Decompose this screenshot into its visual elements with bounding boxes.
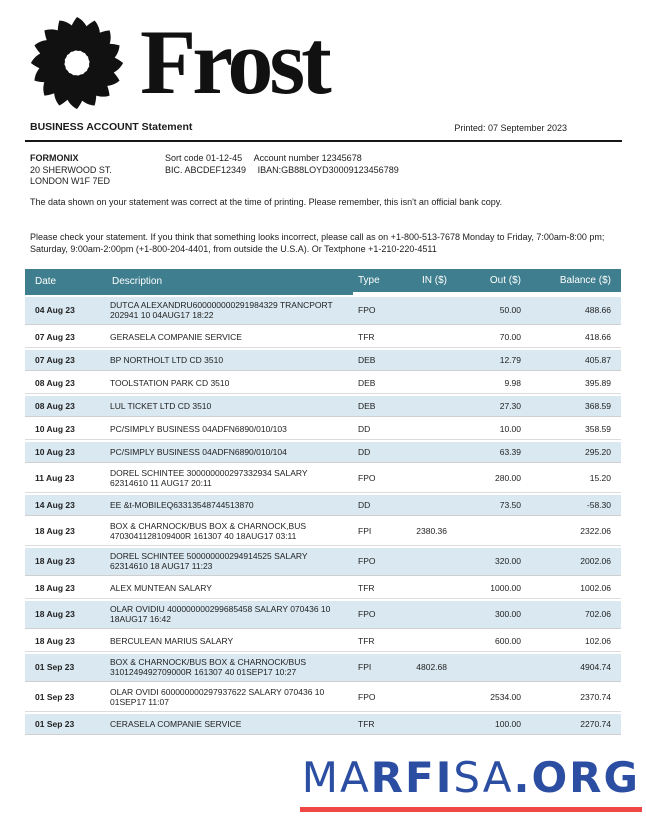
transaction-date: 18 Aug 23 — [25, 631, 110, 652]
account-holder-name: FORMONIX — [30, 153, 79, 163]
transaction-balance: 1002.06 — [522, 578, 621, 599]
account-info-section — [30, 153, 621, 188]
sort-code-value: 01-12-45 — [206, 153, 243, 163]
transaction-description: PC/SIMPLY BUSINESS 04ADFN6890/010/103 — [110, 419, 353, 440]
transactions-table — [25, 267, 621, 737]
transaction-type: TFR — [353, 631, 409, 652]
sort-code-label: Sort code — [165, 153, 204, 163]
transaction-date: 07 Aug 23 — [25, 350, 110, 371]
bic-label: BIC. — [165, 164, 183, 175]
transaction-description: OLAR OVIDI 600000000297937622 SALARY 070436 10 01SEP17 11:07 — [110, 684, 353, 712]
transaction-type: DEB — [353, 396, 409, 417]
transaction-type: FPO — [353, 601, 409, 629]
transaction-row — [25, 578, 621, 599]
transaction-row — [25, 373, 621, 394]
transaction-balance: 405.87 — [522, 350, 621, 371]
transaction-type: FPI — [353, 518, 409, 546]
statement-title: BUSINESS ACCOUNT Statement — [30, 121, 193, 133]
transaction-in-amount — [409, 327, 449, 348]
transaction-out-amount: 10.00 — [449, 419, 522, 440]
transaction-out-amount — [449, 654, 522, 682]
transaction-balance: 702.06 — [522, 601, 621, 629]
transaction-in-amount — [409, 495, 449, 516]
transaction-description: TOOLSTATION PARK CD 3510 — [110, 373, 353, 394]
transaction-row — [25, 601, 621, 629]
transaction-date: 08 Aug 23 — [25, 373, 110, 394]
transaction-type: FPO — [353, 465, 409, 493]
transaction-type: TFR — [353, 578, 409, 599]
transaction-in-amount: 2380.36 — [409, 518, 449, 546]
transaction-balance: 418.66 — [522, 327, 621, 348]
transaction-balance: 15.20 — [522, 465, 621, 493]
account-number-label: Account number — [253, 153, 320, 163]
column-header-out: Out ($) — [449, 269, 522, 295]
iban-label: IBAN: — [257, 164, 282, 175]
transaction-row — [25, 684, 621, 712]
transactions-header — [25, 269, 621, 295]
transaction-type: TFR — [353, 327, 409, 348]
transaction-date: 01 Sep 23 — [25, 654, 110, 682]
transaction-row — [25, 518, 621, 546]
transaction-date: 01 Sep 23 — [25, 684, 110, 712]
transaction-balance: 2370.74 — [522, 684, 621, 712]
brand-wordmark: Frost — [140, 11, 328, 114]
marfisa-segment-4: .ORG — [513, 753, 640, 802]
marfisa-segment-1: MA — [301, 753, 371, 802]
transaction-out-amount: 12.79 — [449, 350, 522, 371]
transactions-body — [25, 297, 621, 735]
transaction-description: DOREL SCHINTEE 500000000294914525 SALARY 62314610 18 AUG17 11:23 — [110, 548, 353, 576]
transaction-balance: 2270.74 — [522, 714, 621, 735]
transaction-in-amount: 4802.68 — [409, 654, 449, 682]
transaction-description: DOREL SCHINTEE 300000000297332934 SALARY 62314610 11 AUG17 20:11 — [110, 465, 353, 493]
frost-pinwheel-icon — [28, 14, 126, 112]
transaction-type: DD — [353, 495, 409, 516]
transaction-date: 01 Sep 23 — [25, 714, 110, 735]
address-line-1: 20 SHERWOOD ST. — [30, 164, 112, 175]
transaction-type: FPI — [353, 654, 409, 682]
transaction-description: ALEX MUNTEAN SALARY — [110, 578, 353, 599]
transaction-out-amount: 320.00 — [449, 548, 522, 576]
transaction-description: LUL TICKET LTD CD 3510 — [110, 396, 353, 417]
transaction-date: 18 Aug 23 — [25, 518, 110, 546]
marfisa-site-logo — [300, 753, 642, 812]
transaction-out-amount: 50.00 — [449, 297, 522, 325]
transaction-date: 11 Aug 23 — [25, 465, 110, 493]
transaction-in-amount — [409, 442, 449, 463]
transaction-balance: 368.59 — [522, 396, 621, 417]
transaction-in-amount — [409, 548, 449, 576]
transaction-row — [25, 654, 621, 682]
transaction-date: 14 Aug 23 — [25, 495, 110, 516]
transaction-balance: 488.66 — [522, 297, 621, 325]
statement-title-row — [25, 121, 622, 142]
transaction-row — [25, 327, 621, 348]
transaction-description: PC/SIMPLY BUSINESS 04ADFN6890/010/104 — [110, 442, 353, 463]
account-details — [165, 153, 399, 188]
account-details-line-2 — [165, 165, 399, 177]
marfisa-segment-3: SA — [453, 753, 514, 802]
account-holder-address — [30, 153, 165, 188]
column-header-type: Type — [353, 269, 409, 295]
transaction-description: OLAR OVIDIU 400000000299685458 SALARY 070436 10 18AUG17 16:42 — [110, 601, 353, 629]
marfisa-segment-2: RFI — [370, 753, 454, 802]
transaction-out-amount: 300.00 — [449, 601, 522, 629]
transaction-row — [25, 548, 621, 576]
accuracy-notice: The data shown on your statement was correct at the time of printing. Please remember, this isn't an official bank copy. — [30, 196, 503, 207]
transaction-description: BP NORTHOLT LTD CD 3510 — [110, 350, 353, 371]
transaction-out-amount: 100.00 — [449, 714, 522, 735]
transaction-in-amount — [409, 601, 449, 629]
transaction-type: FPO — [353, 297, 409, 325]
transaction-in-amount — [409, 465, 449, 493]
transaction-in-amount — [409, 684, 449, 712]
column-header-balance: Balance ($) — [522, 269, 621, 295]
transaction-out-amount: 70.00 — [449, 327, 522, 348]
transaction-row — [25, 297, 621, 325]
transaction-out-amount: 1000.00 — [449, 578, 522, 599]
transaction-out-amount: 63.39 — [449, 442, 522, 463]
transaction-row — [25, 442, 621, 463]
printed-date: Printed: 07 September 2023 — [454, 123, 567, 133]
transaction-description: EE &t-MOBILEQ63313548744513870 — [110, 495, 353, 516]
column-header-in: IN ($) — [409, 269, 449, 295]
transaction-out-amount: 9.98 — [449, 373, 522, 394]
transaction-date: 08 Aug 23 — [25, 396, 110, 417]
transaction-in-amount — [409, 714, 449, 735]
transaction-row — [25, 495, 621, 516]
column-header-description: Description — [110, 269, 353, 295]
transaction-balance: 4904.74 — [522, 654, 621, 682]
transaction-balance: -58.30 — [522, 495, 621, 516]
transaction-balance: 2002.06 — [522, 548, 621, 576]
transaction-type: FPO — [353, 548, 409, 576]
transaction-description: BOX & CHARNOCK/BUS BOX & CHARNOCK/BUS 3101249492709000R 161307 40 01SEP17 10:27 — [110, 654, 353, 682]
transaction-type: FPO — [353, 684, 409, 712]
transaction-row — [25, 631, 621, 652]
transaction-row — [25, 350, 621, 371]
transaction-type: TFR — [353, 714, 409, 735]
transaction-date: 10 Aug 23 — [25, 442, 110, 463]
transaction-description: DUTCA ALEXANDRU600000000291984329 TRANCPORT 202941 10 04AUG17 18:22 — [110, 297, 353, 325]
transaction-description: CERASELA COMPANIE SERVICE — [110, 714, 353, 735]
transaction-out-amount: 600.00 — [449, 631, 522, 652]
transaction-date: 04 Aug 23 — [25, 297, 110, 325]
transaction-in-amount — [409, 578, 449, 599]
transaction-balance: 358.59 — [522, 419, 621, 440]
transaction-date: 18 Aug 23 — [25, 548, 110, 576]
account-number-value: 12345678 — [321, 153, 362, 163]
transaction-in-amount — [409, 396, 449, 417]
transaction-out-amount — [449, 518, 522, 546]
column-header-date: Date — [25, 269, 110, 295]
transaction-row — [25, 714, 621, 735]
transaction-type: DEB — [353, 373, 409, 394]
transaction-in-amount — [409, 297, 449, 325]
transaction-date: 10 Aug 23 — [25, 419, 110, 440]
transaction-in-amount — [409, 350, 449, 371]
marfisa-wordmark — [300, 753, 642, 812]
transaction-balance: 102.06 — [522, 631, 621, 652]
transaction-date: 18 Aug 23 — [25, 578, 110, 599]
transaction-out-amount: 73.50 — [449, 495, 522, 516]
transaction-description: BERCULEAN MARIUS SALARY — [110, 631, 353, 652]
brand-header — [0, 0, 646, 113]
transaction-row — [25, 419, 621, 440]
transaction-description: GERASELA COMPANIE SERVICE — [110, 327, 353, 348]
transaction-in-amount — [409, 631, 449, 652]
transaction-row — [25, 396, 621, 417]
transaction-balance: 295.20 — [522, 442, 621, 463]
transaction-type: DD — [353, 419, 409, 440]
transaction-type: DEB — [353, 350, 409, 371]
transaction-out-amount: 280.00 — [449, 465, 522, 493]
transaction-balance: 2322.06 — [522, 518, 621, 546]
transaction-in-amount — [409, 419, 449, 440]
transaction-description: BOX & CHARNOCK/BUS BOX & CHARNOCK,BUS 4703041128109400R 161307 40 18AUG17 03:11 — [110, 518, 353, 546]
transaction-in-amount — [409, 373, 449, 394]
address-line-2: LONDON W1F 7ED — [30, 176, 111, 186]
transaction-out-amount: 2534.00 — [449, 684, 522, 712]
transaction-date: 18 Aug 23 — [25, 601, 110, 629]
bic-value: ABCDEF12349 — [184, 164, 247, 175]
iban-value: GB88LOYD30009123456789 — [281, 164, 399, 175]
transaction-date: 07 Aug 23 — [25, 327, 110, 348]
check-statement-notice: Please check your statement. If you think that something looks incorrect, please call as on +1-800-513-7678 Monday to Friday, 7:00am-8:00 pm; Saturday, 9:00am-2:00pm (+1-800-204-4401, from outside the U.S.A). Or Textphone +1-210-220-4511 — [30, 231, 605, 254]
account-details-line-1 — [165, 153, 399, 165]
transaction-row — [25, 465, 621, 493]
transaction-out-amount: 27.30 — [449, 396, 522, 417]
transaction-type: DD — [353, 442, 409, 463]
transaction-balance: 395.89 — [522, 373, 621, 394]
